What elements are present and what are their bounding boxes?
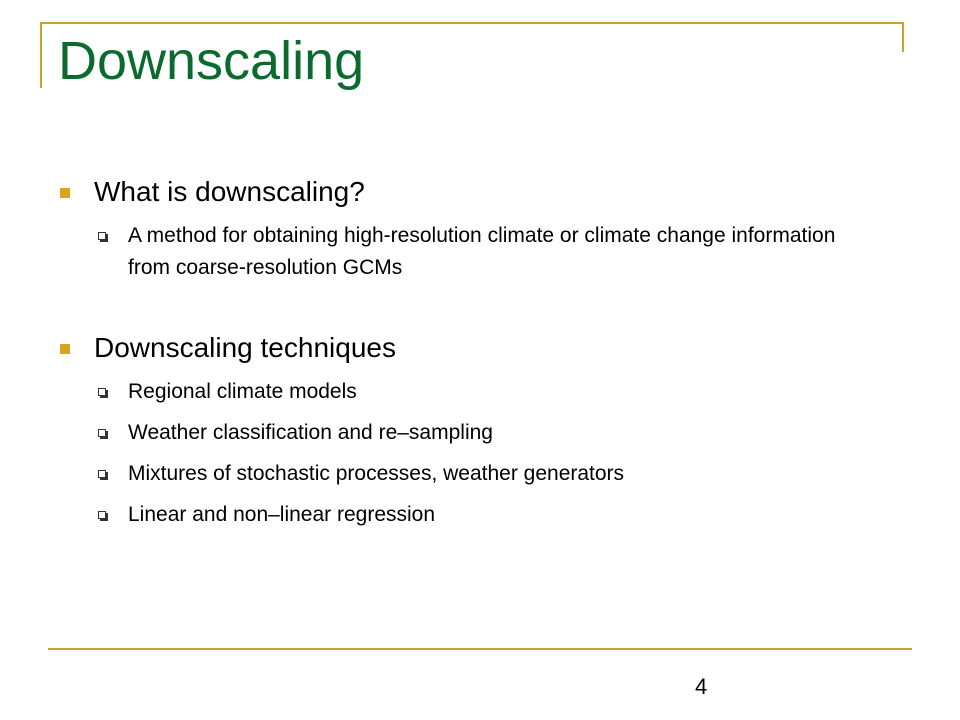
section-heading: What is downscaling? <box>94 176 365 207</box>
sub-bullet-list <box>60 376 850 531</box>
sub-bullet-text: Linear and non–linear regression <box>128 503 436 526</box>
bullet-level1 <box>60 330 850 366</box>
box-bullet-icon <box>98 388 106 396</box>
slide-content <box>60 174 850 577</box>
bullet-level2 <box>60 499 850 531</box>
box-bullet-icon <box>98 232 106 240</box>
footer-divider <box>48 648 912 650</box>
slide-title: Downscaling <box>58 31 365 91</box>
square-bullet-icon <box>60 344 70 354</box>
sub-bullet-text: Regional climate models <box>128 380 357 403</box>
frame-top-line <box>40 22 904 24</box>
sub-bullet-list <box>60 220 850 284</box>
bullet-level2 <box>60 220 850 284</box>
bullet-level2 <box>60 376 850 408</box>
box-bullet-icon <box>98 511 106 519</box>
sub-bullet-text: A method for obtaining high-resolution climate or climate change information from coarse-resolution GCMs <box>128 224 836 279</box>
sub-bullet-text: Mixtures of stochastic processes, weather generators <box>128 462 625 485</box>
frame-right-line <box>902 22 904 52</box>
box-bullet-icon <box>98 429 106 437</box>
bullet-level2 <box>60 417 850 449</box>
frame-left-line <box>40 22 42 88</box>
section-heading: Downscaling techniques <box>94 332 396 363</box>
square-bullet-icon <box>60 188 70 198</box>
box-bullet-icon <box>98 470 106 478</box>
sub-bullet-text: Weather classification and re–sampling <box>128 421 493 444</box>
bullet-level2 <box>60 458 850 490</box>
section-downscaling-techniques <box>60 330 850 531</box>
section-what-is-downscaling <box>60 174 850 284</box>
bullet-level1 <box>60 174 850 210</box>
page-number: 4 <box>695 674 708 699</box>
